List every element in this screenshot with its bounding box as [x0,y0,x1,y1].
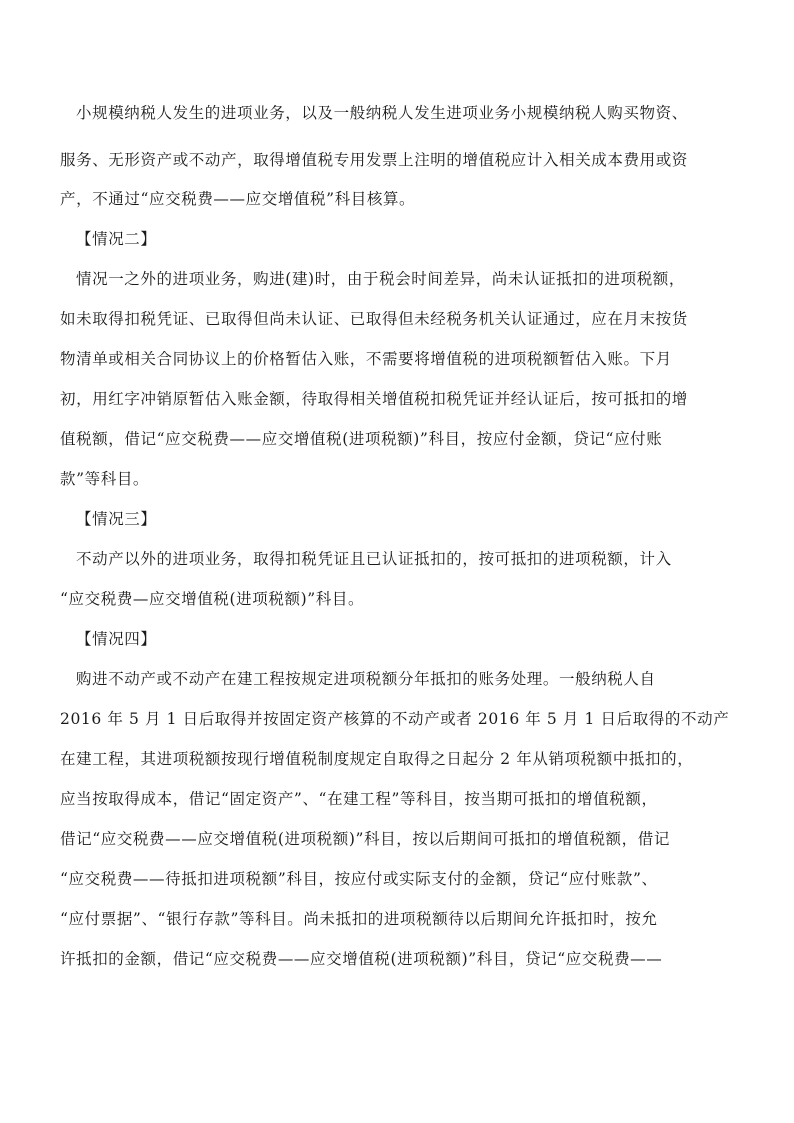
paragraph-1-line-1: 小规模纳税人发生的进项业务，以及一般纳税人发生进项业务小规模纳税人购买物资、 [76,104,688,122]
heading-situation-3: 【情况三】 [76,510,157,528]
paragraph-2-line-5: 值税额，借记“应交税费——应交增值税(进项税额)”科目，按应付金额，贷记“应付账 [60,430,663,448]
paragraph-2-line-4: 初，用红字冲销原暂估入账金额，待取得相关增值税扣税凭证并经认证后，按可抵扣的增 [60,390,688,408]
paragraph-1-line-3: 产，不通过“应交税费——应交增值税”科目核算。 [60,190,416,208]
heading-situation-4: 【情况四】 [76,630,157,648]
paragraph-4-line-6: “应交税费——待抵扣进项税额”科目，按应付或实际支付的金额，贷记“应付账款”、 [60,870,658,888]
paragraph-4-line-2: 2016 年 5 月 1 日后取得并按固定资产核算的不动产或者 2016 年 5 月 1 日后取得的不动产 [60,710,730,728]
paragraph-4-line-4: 应当按取得成本，借记“固定资产”、“在建工程”等科目，按当期可抵扣的增值税额， [60,790,658,808]
paragraph-4-line-1: 购进不动产或不动产在建工程按规定进项税额分年抵扣的账务处理。一般纳税人自 [76,670,656,688]
paragraph-2-line-2: 如未取得扣税凭证、已取得但尚未认证、已取得但未经税务机关认证通过，应在月末按货 [60,310,688,328]
paragraph-4-line-5: 借记“应交税费——应交增值税(进项税额)”科目，按以后期间可抵扣的增值税额，借记 [60,830,670,848]
paragraph-2-line-3: 物清单或相关合同协议上的价格暂估入账，不需要将增值税的进项税额暂估入账。下月 [60,350,672,368]
paragraph-3-line-1: 不动产以外的进项业务，取得扣税凭证且已认证抵扣的，按可抵扣的进项税额，计入 [76,550,672,568]
paragraph-2-line-1: 情况一之外的进项业务，购进(建)时，由于税会时间差异，尚未认证抵扣的进项税额， [76,270,685,288]
paragraph-4-line-3: 在建工程，其进项税额按现行增值税制度规定自取得之日起分 2 年从销项税额中抵扣的， [60,750,694,768]
paragraph-2-line-6: 款”等科目。 [60,470,150,488]
paragraph-3-line-2: “应交税费—应交增值税(进项税额)”科目。 [60,590,365,608]
paragraph-1-line-2: 服务、无形资产或不动产，取得增值税专用发票上注明的增值税应计入相关成本费用或资 [60,151,688,169]
paragraph-4-line-8: 许抵扣的金额，借记“应交税费——应交增值税(进项税额)”科目，贷记“应交税费—— [60,950,663,968]
paragraph-4-line-7: “应付票据”、“银行存款”等科目。尚未抵扣的进项税额待以后期间允许抵扣时，按允 [60,910,658,928]
heading-situation-2: 【情况二】 [76,230,157,248]
